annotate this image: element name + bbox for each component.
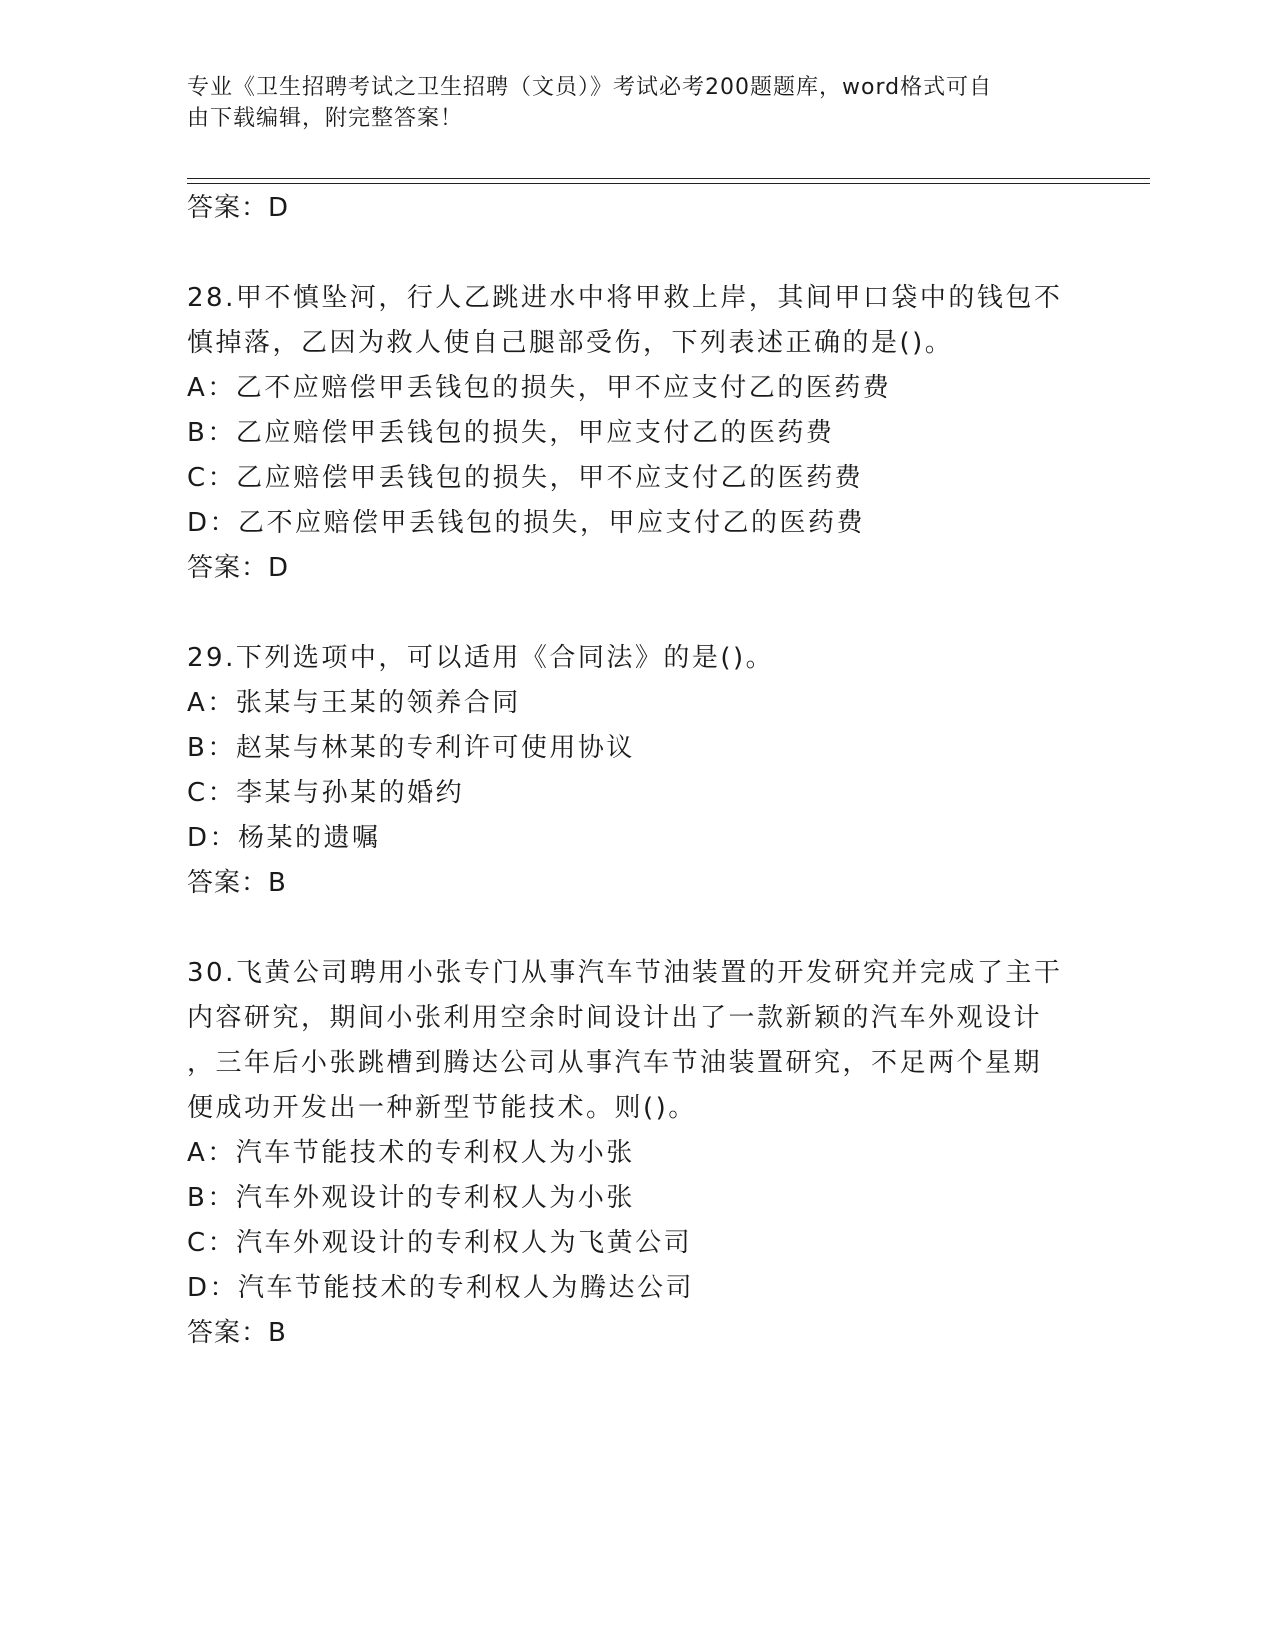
option-b: B：赵某与林某的专利许可使用协议 <box>187 733 635 763</box>
document-header <box>187 72 1067 134</box>
question-stem-line: 内容研究，期间小张利用空余时间设计出了一款新颖的汽车外观设计 <box>187 1003 1043 1033</box>
option-c: C：乙应赔偿甲丢钱包的损失，甲不应支付乙的医药费 <box>187 463 864 493</box>
question-stem-line: 29.下列选项中，可以适用《合同法》的是()。 <box>187 643 775 673</box>
header-divider-bottom <box>187 183 1150 184</box>
question-stem-line: 慎掉落，乙因为救人使自己腿部受伤，下列表述正确的是()。 <box>187 328 954 358</box>
header-line-1: 专业《卫生招聘考试之卫生招聘（文员）》考试必考200题题库，word格式可自 <box>187 75 993 100</box>
option-d: D：杨某的遗嘱 <box>187 823 381 853</box>
header-line-2: 由下载编辑，附完整答案！ <box>187 106 464 131</box>
question-stem-line: ，三年后小张跳槽到腾达公司从事汽车节油装置研究，不足两个星期 <box>187 1048 1043 1078</box>
option-c: C：汽车外观设计的专利权人为飞黄公司 <box>187 1228 693 1258</box>
question-stem-line: 28.甲不慎坠河，行人乙跳进水中将甲救上岸，其间甲口袋中的钱包不 <box>187 283 1063 313</box>
option-c: C：李某与孙某的婚约 <box>187 778 465 808</box>
header-divider-top <box>187 178 1150 179</box>
option-b: B：乙应赔偿甲丢钱包的损失，甲应支付乙的医药费 <box>187 418 835 448</box>
option-d: D：乙不应赔偿甲丢钱包的损失，甲应支付乙的医药费 <box>187 508 866 538</box>
option-a: A：张某与王某的领养合同 <box>187 688 521 718</box>
answer: 答案：D <box>187 553 290 583</box>
answer: 答案：B <box>187 868 287 898</box>
option-d: D：汽车节能技术的专利权人为腾达公司 <box>187 1273 695 1303</box>
option-a: A：乙不应赔偿甲丢钱包的损失，甲不应支付乙的医药费 <box>187 373 892 403</box>
option-b: B：汽车外观设计的专利权人为小张 <box>187 1183 635 1213</box>
previous-answer: 答案：D <box>187 193 290 223</box>
question-stem-line: 便成功开发出一种新型节能技术。则()。 <box>187 1093 697 1123</box>
answer: 答案：B <box>187 1318 287 1348</box>
option-a: A：汽车节能技术的专利权人为小张 <box>187 1138 635 1168</box>
question-stem-line: 30.飞黄公司聘用小张专门从事汽车节油装置的开发研究并完成了主干 <box>187 958 1063 988</box>
